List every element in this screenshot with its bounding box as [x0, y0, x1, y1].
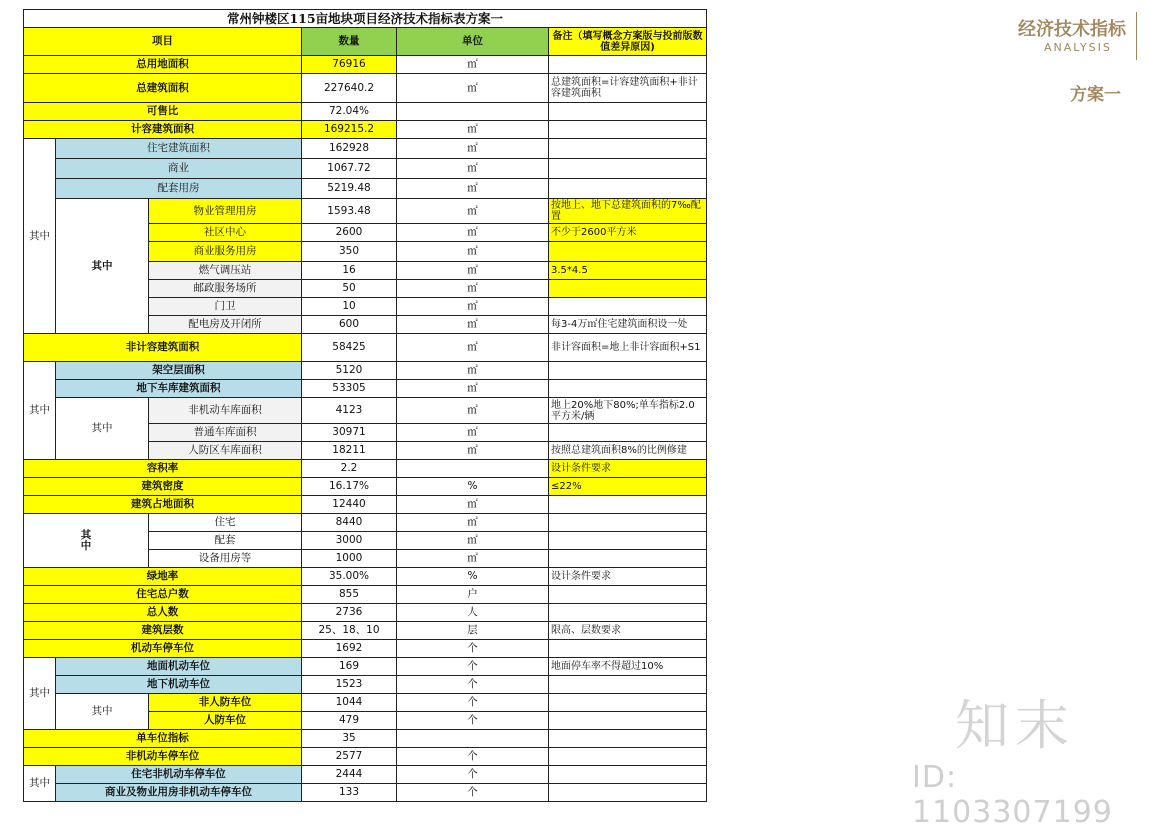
- row-note: 总建筑面积=计容建筑面积+非计容建筑面积: [549, 74, 707, 103]
- row-unit: ㎡: [397, 550, 549, 568]
- row-note: [549, 712, 707, 730]
- table-row: [24, 784, 707, 802]
- row-unit: ㎡: [397, 298, 549, 316]
- row-unit: ㎡: [397, 121, 549, 139]
- table-title: 常州钟楼区115亩地块项目经济技术指标表方案一: [24, 10, 707, 28]
- row-quantity: 50: [302, 280, 397, 298]
- row-quantity: 1523: [302, 676, 397, 694]
- row-label: 地面机动车位: [56, 658, 302, 676]
- row-label: 单车位指标: [24, 730, 302, 748]
- row-quantity: 53305: [302, 380, 397, 398]
- row-label: 住宅总户数: [24, 586, 302, 604]
- row-note: [549, 121, 707, 139]
- row-label: 住宅非机动车停车位: [56, 766, 302, 784]
- group-label: 其中: [24, 766, 56, 802]
- row-label: 非机动车停车位: [24, 748, 302, 766]
- row-quantity: 30971: [302, 424, 397, 442]
- row-quantity: 162928: [302, 139, 397, 159]
- row-label: 总用地面积: [24, 56, 302, 74]
- row-note: [549, 604, 707, 622]
- row-unit: ㎡: [397, 74, 549, 103]
- row-unit: ㎡: [397, 316, 549, 334]
- watermark-id: ID: 1103307199: [912, 760, 1113, 830]
- row-quantity: 1000: [302, 550, 397, 568]
- row-label: 容积率: [24, 460, 302, 478]
- row-note: [549, 380, 707, 398]
- row-unit: ㎡: [397, 496, 549, 514]
- group-label: 其中: [24, 139, 56, 334]
- table-row: [24, 640, 707, 658]
- row-quantity: 5219.48: [302, 179, 397, 199]
- row-note: [549, 550, 707, 568]
- row-note: 地面停车率不得超过10%: [549, 658, 707, 676]
- row-unit: ㎡: [397, 362, 549, 380]
- title-divider: [1136, 12, 1137, 60]
- row-note: 设计条件要求: [549, 460, 707, 478]
- row-quantity: 1044: [302, 694, 397, 712]
- table-header-cell: 项目: [24, 28, 302, 56]
- row-quantity: 169: [302, 658, 397, 676]
- row-quantity: 2.2: [302, 460, 397, 478]
- row-label: 机动车停车位: [24, 640, 302, 658]
- row-quantity: 1593.48: [302, 199, 397, 224]
- row-label: 设备用房等: [149, 550, 302, 568]
- watermark-logo: 知末: [955, 694, 1075, 757]
- table-row: [24, 28, 707, 56]
- row-label: 社区中心: [149, 224, 302, 242]
- row-label: 商业服务用房: [149, 242, 302, 262]
- row-note: [549, 730, 707, 748]
- row-note: 设计条件要求: [549, 568, 707, 586]
- row-unit: 个: [397, 694, 549, 712]
- row-label: 非计容建筑面积: [24, 334, 302, 362]
- row-label: 地下车库建筑面积: [56, 380, 302, 398]
- row-note: [549, 496, 707, 514]
- row-quantity: 5120: [302, 362, 397, 380]
- row-label: 住宅建筑面积: [56, 139, 302, 159]
- row-label: 配套: [149, 532, 302, 550]
- row-label: 燃气调压站: [149, 262, 302, 280]
- table-row: [24, 748, 707, 766]
- row-quantity: 3000: [302, 532, 397, 550]
- row-quantity: 2600: [302, 224, 397, 242]
- table-row: [24, 586, 707, 604]
- table-row: [24, 478, 707, 496]
- row-unit: %: [397, 478, 549, 496]
- row-note: 非计容面积=地上非计容面积+S1: [549, 334, 707, 362]
- row-unit: 个: [397, 658, 549, 676]
- row-unit: ㎡: [397, 334, 549, 362]
- table-row: [24, 362, 707, 380]
- row-quantity: 76916: [302, 56, 397, 74]
- table-row: [24, 334, 707, 362]
- row-quantity: 1067.72: [302, 159, 397, 179]
- row-note: [549, 748, 707, 766]
- row-note: [549, 514, 707, 532]
- row-label: 建筑层数: [24, 622, 302, 640]
- row-quantity: 12440: [302, 496, 397, 514]
- table-row: [24, 730, 707, 748]
- row-note: [549, 280, 707, 298]
- row-note: [549, 640, 707, 658]
- row-quantity: 350: [302, 242, 397, 262]
- row-quantity: 18211: [302, 442, 397, 460]
- row-unit: ㎡: [397, 224, 549, 242]
- table-row: [24, 74, 707, 103]
- table-row: [24, 658, 707, 676]
- row-unit: ㎡: [397, 280, 549, 298]
- row-label: 总人数: [24, 604, 302, 622]
- row-note: [549, 766, 707, 784]
- group-label: 其中: [56, 694, 149, 730]
- row-note: [549, 784, 707, 802]
- row-unit: [397, 460, 549, 478]
- row-note: [549, 242, 707, 262]
- row-quantity: 227640.2: [302, 74, 397, 103]
- row-quantity: 16.17%: [302, 478, 397, 496]
- row-unit: 层: [397, 622, 549, 640]
- row-quantity: 58425: [302, 334, 397, 362]
- group-label: 其中: [56, 199, 149, 334]
- table-row: [24, 604, 707, 622]
- row-label: 人防区车库面积: [149, 442, 302, 460]
- table-row: [24, 514, 707, 532]
- row-label: 普通车库面积: [149, 424, 302, 442]
- table-row: [24, 676, 707, 694]
- row-label: 商业及物业用房非机动车停车位: [56, 784, 302, 802]
- row-quantity: 10: [302, 298, 397, 316]
- row-unit: 个: [397, 640, 549, 658]
- table-row: [24, 179, 707, 199]
- group-label: 其中: [56, 398, 149, 460]
- row-quantity: 8440: [302, 514, 397, 532]
- row-note: [549, 676, 707, 694]
- group-label: 其中: [24, 362, 56, 460]
- economic-indicators-table: [23, 9, 707, 802]
- row-label: 邮政服务场所: [149, 280, 302, 298]
- row-label: 可售比: [24, 103, 302, 121]
- row-quantity: 72.04%: [302, 103, 397, 121]
- row-note: 地上20%地下80%;单车指标2.0平方米/辆: [549, 398, 707, 424]
- row-label: 建筑占地面积: [24, 496, 302, 514]
- table-row: [24, 460, 707, 478]
- row-note: 3.5*4.5: [549, 262, 707, 280]
- table-row: [24, 766, 707, 784]
- group-label: 其 中: [24, 514, 149, 568]
- table-row: [24, 139, 707, 159]
- row-quantity: 2577: [302, 748, 397, 766]
- row-quantity: 2736: [302, 604, 397, 622]
- row-note: 不少于2600平方米: [549, 224, 707, 242]
- section-title: 经济技术指标: [1018, 19, 1126, 40]
- row-unit: ㎡: [397, 199, 549, 224]
- row-label: 总建筑面积: [24, 74, 302, 103]
- table-row: [24, 398, 707, 424]
- row-unit: ㎡: [397, 398, 549, 424]
- table-header-cell: 数量: [302, 28, 397, 56]
- row-quantity: 16: [302, 262, 397, 280]
- row-quantity: 4123: [302, 398, 397, 424]
- row-note: 按照总建筑面积8%的比例修建: [549, 442, 707, 460]
- row-unit: 个: [397, 676, 549, 694]
- row-quantity: 169215.2: [302, 121, 397, 139]
- row-label: 计容建筑面积: [24, 121, 302, 139]
- row-quantity: 133: [302, 784, 397, 802]
- table-header-cell: 单位: [397, 28, 549, 56]
- row-unit: ㎡: [397, 159, 549, 179]
- row-note: [549, 179, 707, 199]
- row-label: 绿地率: [24, 568, 302, 586]
- row-unit: ㎡: [397, 56, 549, 74]
- row-unit: ㎡: [397, 139, 549, 159]
- row-label: 住宅: [149, 514, 302, 532]
- row-label: 配电房及开闭所: [149, 316, 302, 334]
- row-note: [549, 159, 707, 179]
- row-unit: ㎡: [397, 424, 549, 442]
- row-label: 非人防车位: [149, 694, 302, 712]
- table-row: [24, 159, 707, 179]
- row-unit: ㎡: [397, 532, 549, 550]
- row-unit: ㎡: [397, 514, 549, 532]
- row-note: [549, 586, 707, 604]
- row-quantity: 2444: [302, 766, 397, 784]
- row-unit: 人: [397, 604, 549, 622]
- row-unit: %: [397, 568, 549, 586]
- row-label: 物业管理用房: [149, 199, 302, 224]
- row-label: 地下机动车位: [56, 676, 302, 694]
- row-unit: 个: [397, 748, 549, 766]
- row-unit: 个: [397, 712, 549, 730]
- row-unit: ㎡: [397, 262, 549, 280]
- row-quantity: 25、18、10: [302, 622, 397, 640]
- row-note: [549, 362, 707, 380]
- row-note: [549, 424, 707, 442]
- row-label: 商业: [56, 159, 302, 179]
- row-note: 按地上、地下总建筑面积的7‰配置: [549, 199, 707, 224]
- table-row: [24, 496, 707, 514]
- table-row: [24, 56, 707, 74]
- plan-label: 方案一: [1070, 85, 1121, 105]
- row-note: 限高、层数要求: [549, 622, 707, 640]
- row-unit: ㎡: [397, 380, 549, 398]
- row-unit: [397, 103, 549, 121]
- row-note: ≤22%: [549, 478, 707, 496]
- table-header-cell: 备注（填写概念方案版与投前版数值差异原因): [549, 28, 707, 56]
- row-note: [549, 532, 707, 550]
- row-note: [549, 694, 707, 712]
- row-note: 每3-4万㎡住宅建筑面积设一处: [549, 316, 707, 334]
- row-label: 人防车位: [149, 712, 302, 730]
- row-unit: [397, 730, 549, 748]
- table-row: [24, 694, 707, 712]
- row-note: [549, 139, 707, 159]
- row-quantity: 855: [302, 586, 397, 604]
- table-row: [24, 380, 707, 398]
- table-row: [24, 568, 707, 586]
- section-subtitle: ANALYSIS: [1044, 41, 1112, 54]
- table-row: [24, 622, 707, 640]
- row-label: 门卫: [149, 298, 302, 316]
- table-row: [24, 199, 707, 224]
- row-quantity: 479: [302, 712, 397, 730]
- row-note: [549, 103, 707, 121]
- group-label: 其中: [24, 658, 56, 730]
- row-quantity: 35.00%: [302, 568, 397, 586]
- row-unit: 个: [397, 784, 549, 802]
- row-label: 非机动车库面积: [149, 398, 302, 424]
- row-label: 架空层面积: [56, 362, 302, 380]
- table-row: [24, 103, 707, 121]
- row-unit: 个: [397, 766, 549, 784]
- row-label: 建筑密度: [24, 478, 302, 496]
- row-unit: ㎡: [397, 179, 549, 199]
- row-label: 配套用房: [56, 179, 302, 199]
- row-note: [549, 298, 707, 316]
- row-unit: ㎡: [397, 242, 549, 262]
- table-row: [24, 10, 707, 28]
- row-note: [549, 56, 707, 74]
- row-unit: 户: [397, 586, 549, 604]
- row-unit: ㎡: [397, 442, 549, 460]
- row-quantity: 600: [302, 316, 397, 334]
- row-quantity: 1692: [302, 640, 397, 658]
- table-row: [24, 121, 707, 139]
- row-quantity: 35: [302, 730, 397, 748]
